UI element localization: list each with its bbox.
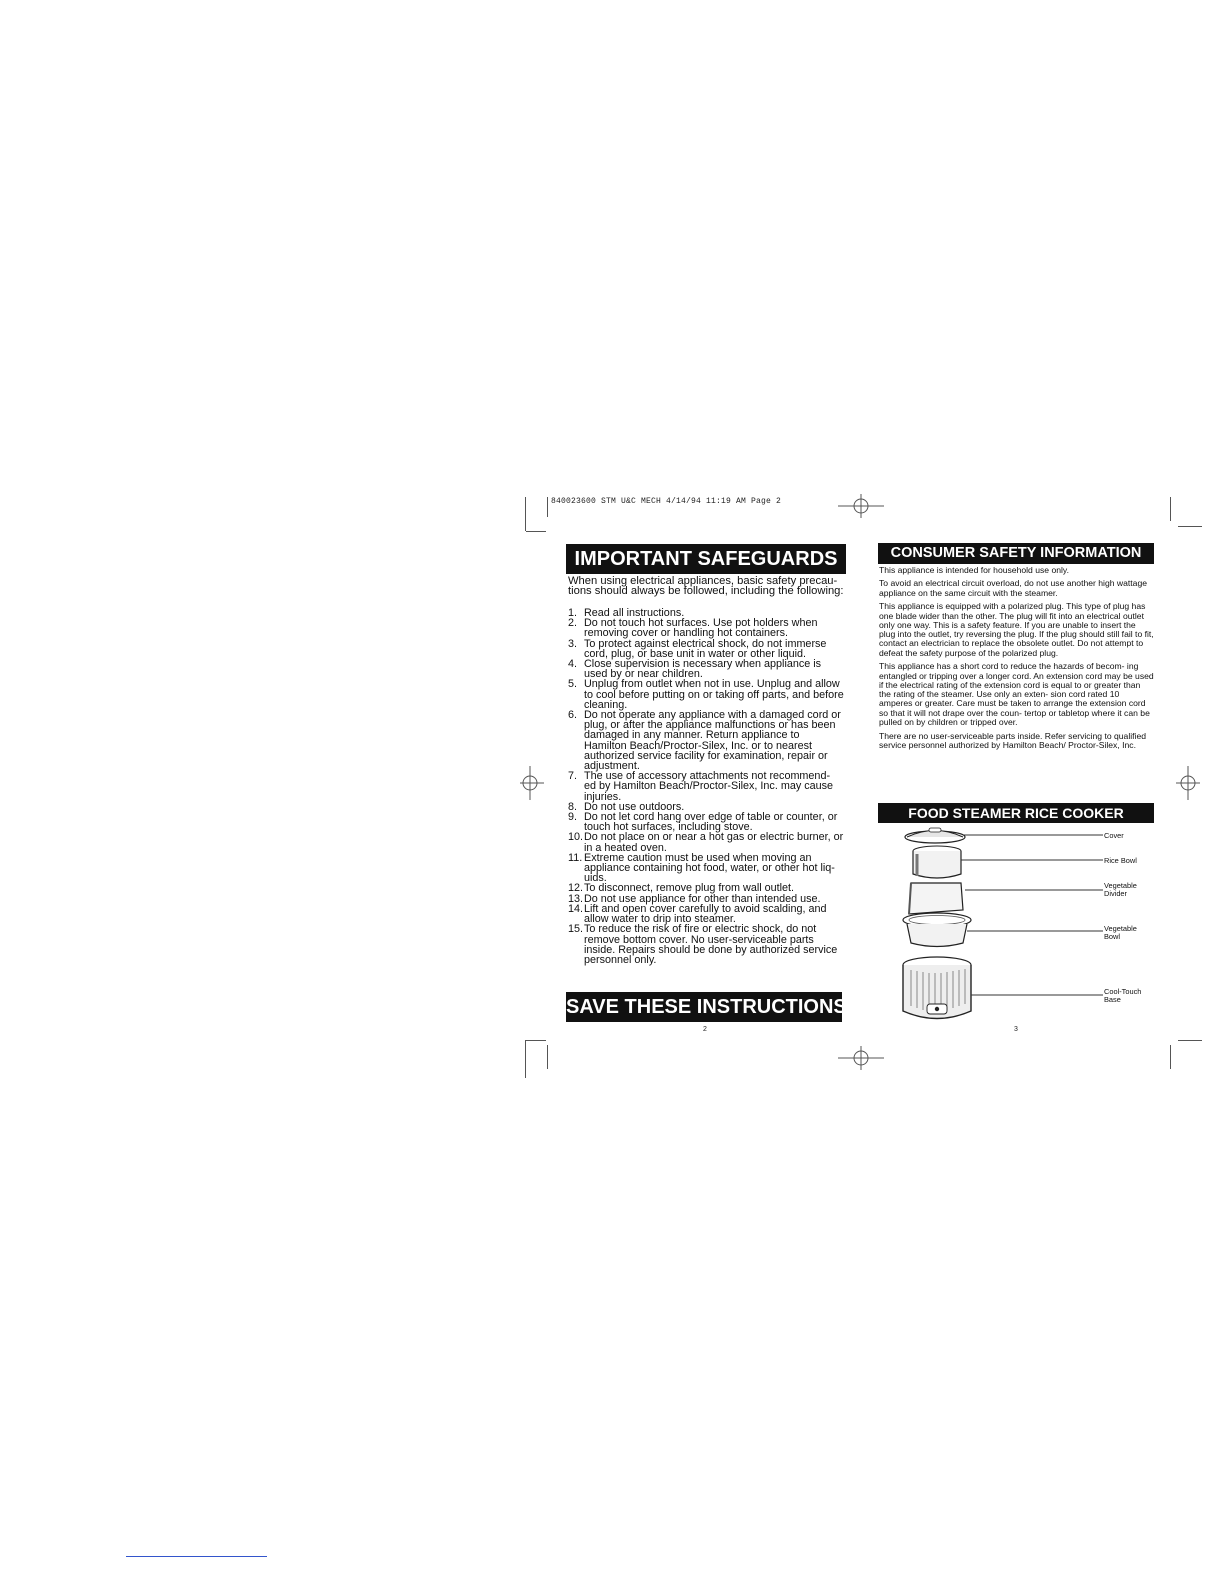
list-item: 8. Do not use outdoors. bbox=[568, 800, 685, 813]
list-item: 10. Do not place on or near a hot gas or electric burner, or in a heated oven. bbox=[568, 831, 844, 854]
crop-mark bbox=[525, 1040, 526, 1078]
cover-illustration bbox=[905, 828, 965, 843]
label-rice-bowl: Rice Bowl bbox=[1104, 856, 1137, 865]
print-slug: 840023600 STM U&C MECH 4/14/94 11:19 AM Page 2 bbox=[551, 497, 782, 506]
paragraph: To avoid an electrical circuit overload, do not use another high wattage appliance on the same circuit with the steamer. bbox=[879, 578, 1148, 598]
list-item: 11. Extreme caution must be used when moving an appliance containing hot food, water, or other hot liq- uids. bbox=[568, 851, 835, 885]
decorative-underline bbox=[126, 1556, 267, 1557]
vegetable-divider-illustration bbox=[909, 883, 963, 914]
list-item: 7. The use of accessory attachments not recommend- ed by Hamilton Beach/Proctor-Silex, Inc. may cause injuries. bbox=[568, 770, 834, 803]
crop-mark bbox=[526, 531, 546, 532]
registration-target-icon bbox=[838, 1046, 884, 1070]
list-item: 9. Do not let cord hang over edge of table or counter, or touch hot surfaces, including stove. bbox=[568, 811, 838, 834]
list-item: 12. To disconnect, remove plug from wall outlet. bbox=[568, 882, 795, 895]
save-instructions-banner: SAVE THESE INSTRUCTIONS! bbox=[566, 992, 842, 1022]
page-number-left: 2 bbox=[703, 1026, 707, 1033]
safeguards-heading: IMPORTANT SAFEGUARDS bbox=[566, 544, 846, 574]
label-vegetable-divider: Vegetable Divider bbox=[1104, 881, 1137, 898]
paragraph: This appliance has a short cord to reduce the hazards of becom- ing entangled or tripping over a longer cord. An extension cord may be used if the electrical rating of the extension cord is equal to or greater than the rating of the steamer. Use only an exten- sion cord rated 10 amperes or greater. Care must be taken to arrange the extension cord so that it will not drape over the coun- tertop or tabletop where it can be pulled on by children or tripped over. bbox=[879, 661, 1154, 728]
crop-mark bbox=[1170, 1045, 1171, 1069]
paragraph: This appliance is intended for household use only. bbox=[879, 565, 1069, 575]
paragraph: There are no user-serviceable parts inside. Refer servicing to qualified service personnel authorized by Hamilton Beach/ Proctor-Silex, Inc. bbox=[879, 730, 1147, 750]
registration-target-icon bbox=[520, 766, 544, 800]
list-item: 4. Close supervision is necessary when appliance is used by or near children. bbox=[568, 658, 822, 681]
list-item: 5. Unplug from outlet when not in use. Unplug and allow to cool before putting on or taking off parts, and before cleaning. bbox=[568, 678, 844, 711]
list-item: 1. Read all instructions. bbox=[568, 607, 685, 619]
list-item: 15. To reduce the risk of fire or electric shock, do not remove bottom cover. No user-serviceable parts inside. Repairs should be done by authorized service personnel only. bbox=[568, 923, 838, 966]
page-number-right: 3 bbox=[1014, 1026, 1018, 1033]
list-item: 3. To protect against electrical shock, do not immerse cord, plug, or base unit in water or other liquid. bbox=[568, 637, 827, 660]
vegetable-bowl-illustration bbox=[903, 913, 971, 947]
label-cool-touch-base: Cool-Touch Base bbox=[1104, 987, 1142, 1004]
label-cover: Cover bbox=[1104, 831, 1124, 840]
crop-mark bbox=[1170, 497, 1171, 521]
crop-mark bbox=[547, 497, 548, 517]
crop-mark bbox=[1178, 1040, 1202, 1041]
registration-target-icon bbox=[1176, 766, 1200, 800]
crop-mark bbox=[1178, 526, 1202, 527]
list-item: 6. Do not operate any appliance with a damaged cord or plug, or after the appliance malfunctions or has been damaged in any manner. Return appliance to Hamilton Beach/Proctor-Silex, Inc. or to nearest authorized service facility for examination, repair or adjustment. bbox=[568, 709, 841, 773]
registration-target-icon bbox=[838, 494, 884, 518]
crop-mark bbox=[526, 1040, 546, 1041]
label-vegetable-bowl: Vegetable Bowl bbox=[1104, 924, 1137, 941]
crop-mark bbox=[547, 1045, 548, 1069]
steamer-diagram-heading: FOOD STEAMER RICE COOKER bbox=[878, 803, 1154, 823]
list-item: 2. Do not touch hot surfaces. Use pot holders when removing cover or handling hot containers. bbox=[568, 617, 818, 640]
list-item: 13. Do not use appliance for other than intended use. bbox=[568, 892, 821, 905]
consumer-safety-text bbox=[879, 566, 1154, 754]
list-item: 14. Lift and open cover carefully to avoid scalding, and allow water to drip into steamer. bbox=[568, 902, 827, 926]
safeguards-intro: When using electrical appliances, basic safety precau- tions should always be followed, including the following: bbox=[568, 575, 844, 598]
paragraph: This appliance is equipped with a polarized plug. This type of plug has one blade wider than the other. The plug will fit into an electrical outlet only one way. This is a safety feature. If you are unable to insert the plug into the outlet, try reversing the plug. If the plug should still fail to fit, contact an electrician to replace the obsolete outlet. Do not attempt to defeat the safety purpose of the polarized plug. bbox=[879, 601, 1154, 658]
rice-bowl-illustration bbox=[913, 846, 961, 878]
safeguards-list bbox=[568, 608, 844, 965]
crop-mark bbox=[525, 497, 526, 531]
consumer-safety-heading: CONSUMER SAFETY INFORMATION bbox=[878, 543, 1154, 564]
base-illustration bbox=[903, 957, 971, 1019]
